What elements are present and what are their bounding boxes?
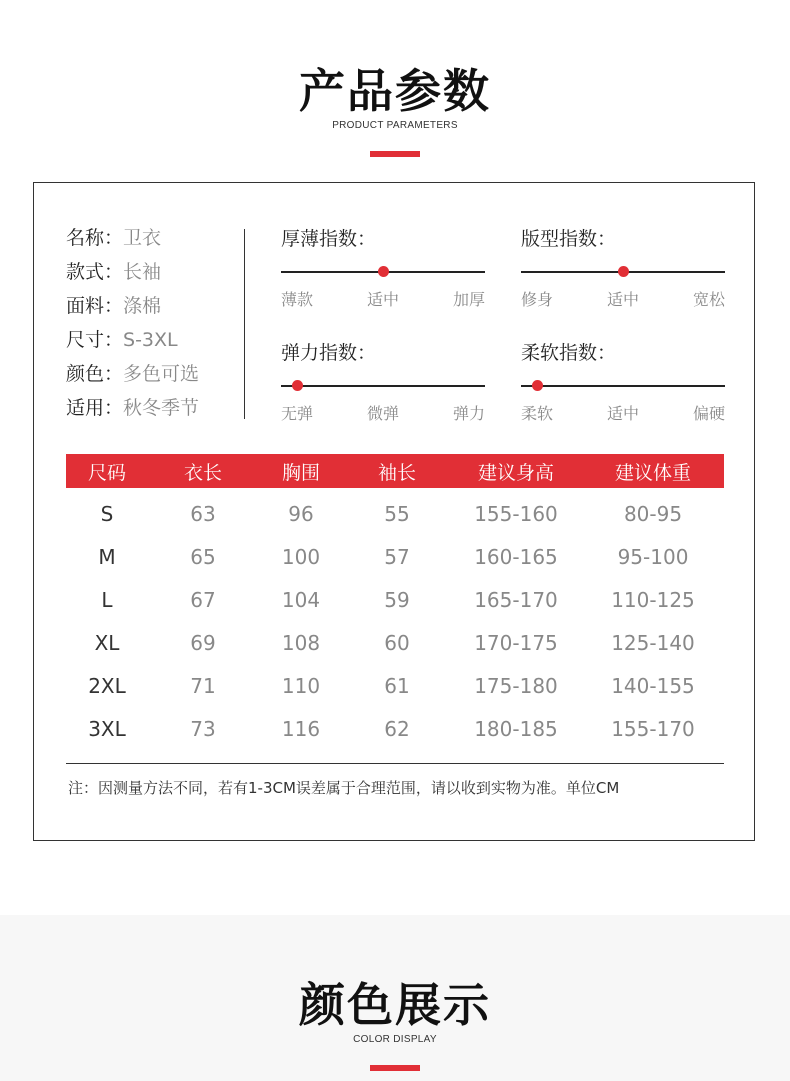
table-cell: 57 bbox=[384, 544, 410, 569]
size-table bbox=[66, 454, 724, 750]
table-row bbox=[66, 488, 724, 535]
index-labels bbox=[521, 401, 725, 425]
accent-bar bbox=[370, 151, 420, 157]
info-key: 名称： bbox=[66, 227, 124, 249]
table-cell: 71 bbox=[190, 673, 216, 698]
header-chest: 胸围 bbox=[258, 454, 344, 488]
index-label-high: 偏硬 bbox=[692, 404, 725, 423]
color-title: 颜色展示 bbox=[299, 978, 491, 1032]
info-value: 多色可选 bbox=[123, 363, 200, 385]
index-track bbox=[521, 271, 725, 273]
table-row bbox=[66, 535, 724, 578]
info-value: S-3XL bbox=[123, 329, 178, 351]
fit-index bbox=[521, 225, 725, 311]
table-cell: 67 bbox=[190, 587, 216, 612]
measurement-note: 注：因测量方法不同，若有1-3CM误差属于合理范围，请以收到实物为准。单位CM bbox=[68, 779, 620, 797]
table-cell: 80-95 bbox=[623, 501, 683, 526]
table-cell: 104 bbox=[281, 587, 321, 612]
table-cell: 62 bbox=[384, 716, 410, 741]
info-key: 颜色： bbox=[66, 363, 124, 385]
index-label-high: 加厚 bbox=[452, 290, 485, 309]
index-level-dot bbox=[378, 266, 389, 277]
table-cell: 110 bbox=[281, 673, 321, 698]
table-cell: 65 bbox=[190, 544, 216, 569]
table-cell: 140-155 bbox=[611, 673, 695, 698]
table-cell: 3XL bbox=[88, 716, 126, 741]
index-title: 弹力指数： bbox=[281, 342, 377, 364]
table-cell: 116 bbox=[281, 716, 321, 741]
table-cell: 125-140 bbox=[611, 630, 695, 655]
header-length: 衣长 bbox=[148, 454, 258, 488]
table-row bbox=[66, 707, 724, 750]
info-key: 尺寸： bbox=[66, 329, 124, 351]
index-level-dot bbox=[292, 380, 303, 391]
table-cell: S bbox=[100, 501, 114, 526]
info-row-name bbox=[66, 221, 199, 255]
header-size: 尺码 bbox=[66, 454, 148, 488]
table-cell: M bbox=[98, 544, 116, 569]
table-cell: 60 bbox=[384, 630, 410, 655]
index-label-low: 无弹 bbox=[281, 404, 314, 423]
params-card bbox=[33, 182, 755, 841]
size-table-header bbox=[66, 454, 724, 488]
table-cell: 108 bbox=[281, 630, 321, 655]
index-level-dot bbox=[618, 266, 629, 277]
table-cell: 95-100 bbox=[617, 544, 689, 569]
table-cell: 63 bbox=[190, 501, 216, 526]
table-cell: XL bbox=[94, 630, 120, 655]
info-row-size bbox=[66, 323, 199, 357]
table-cell: 155-170 bbox=[611, 716, 695, 741]
accent-bar bbox=[370, 1065, 420, 1071]
table-cell: 155-160 bbox=[474, 501, 558, 526]
index-label-low: 薄款 bbox=[281, 290, 314, 309]
index-title: 版型指数： bbox=[521, 228, 617, 250]
index-labels bbox=[281, 401, 485, 425]
index-labels bbox=[281, 287, 485, 311]
index-label-high: 宽松 bbox=[692, 290, 725, 309]
info-row-fabric bbox=[66, 289, 199, 323]
info-row-season bbox=[66, 391, 199, 425]
index-level-dot bbox=[532, 380, 543, 391]
index-label-mid: 适中 bbox=[366, 290, 400, 309]
elasticity-index bbox=[281, 339, 485, 425]
index-label-high: 弹力 bbox=[452, 404, 485, 423]
softness-index bbox=[521, 339, 725, 425]
table-cell: 100 bbox=[281, 544, 321, 569]
divider-vertical bbox=[244, 229, 245, 419]
index-label-mid: 适中 bbox=[606, 404, 640, 423]
index-label-mid: 微弹 bbox=[366, 404, 400, 423]
header-height: 建议身高 bbox=[450, 454, 582, 488]
params-title: 产品参数 bbox=[299, 64, 491, 118]
params-subtitle: PRODUCT PARAMETERS bbox=[332, 120, 458, 131]
index-track bbox=[281, 385, 485, 387]
table-cell: 170-175 bbox=[474, 630, 558, 655]
color-subtitle: COLOR DISPLAY bbox=[353, 1034, 437, 1045]
index-labels bbox=[521, 287, 725, 311]
table-cell: 110-125 bbox=[611, 587, 695, 612]
index-title: 柔软指数： bbox=[521, 342, 617, 364]
info-value: 秋冬季节 bbox=[123, 397, 200, 419]
product-info-list bbox=[66, 221, 199, 425]
table-cell: 69 bbox=[190, 630, 216, 655]
info-value: 涤棉 bbox=[123, 295, 162, 317]
table-cell: L bbox=[101, 587, 113, 612]
params-section-header bbox=[0, 64, 790, 157]
thickness-index bbox=[281, 225, 485, 311]
index-label-mid: 适中 bbox=[606, 290, 640, 309]
table-cell: 96 bbox=[288, 501, 314, 526]
table-row bbox=[66, 578, 724, 621]
table-row bbox=[66, 621, 724, 664]
index-track bbox=[281, 271, 485, 273]
color-section-header bbox=[0, 978, 790, 1071]
index-label-low: 修身 bbox=[521, 290, 554, 309]
index-track bbox=[521, 385, 725, 387]
table-cell: 165-170 bbox=[474, 587, 558, 612]
table-cell: 175-180 bbox=[474, 673, 558, 698]
info-value: 卫衣 bbox=[123, 227, 162, 249]
table-cell: 73 bbox=[190, 716, 216, 741]
index-title: 厚薄指数： bbox=[281, 228, 377, 250]
table-row bbox=[66, 664, 724, 707]
table-cell: 180-185 bbox=[474, 716, 558, 741]
index-label-low: 柔软 bbox=[521, 404, 554, 423]
table-cell: 61 bbox=[384, 673, 410, 698]
table-cell: 55 bbox=[384, 501, 410, 526]
header-sleeve: 袖长 bbox=[344, 454, 450, 488]
info-key: 面料： bbox=[66, 295, 124, 317]
table-cell: 2XL bbox=[88, 673, 126, 698]
header-weight: 建议体重 bbox=[582, 454, 724, 488]
info-value: 长袖 bbox=[123, 261, 162, 283]
info-row-style bbox=[66, 255, 199, 289]
table-cell: 59 bbox=[384, 587, 410, 612]
divider-horizontal bbox=[66, 763, 724, 764]
info-row-color bbox=[66, 357, 199, 391]
info-key: 适用： bbox=[66, 397, 124, 419]
table-cell: 160-165 bbox=[474, 544, 558, 569]
info-key: 款式： bbox=[66, 261, 124, 283]
